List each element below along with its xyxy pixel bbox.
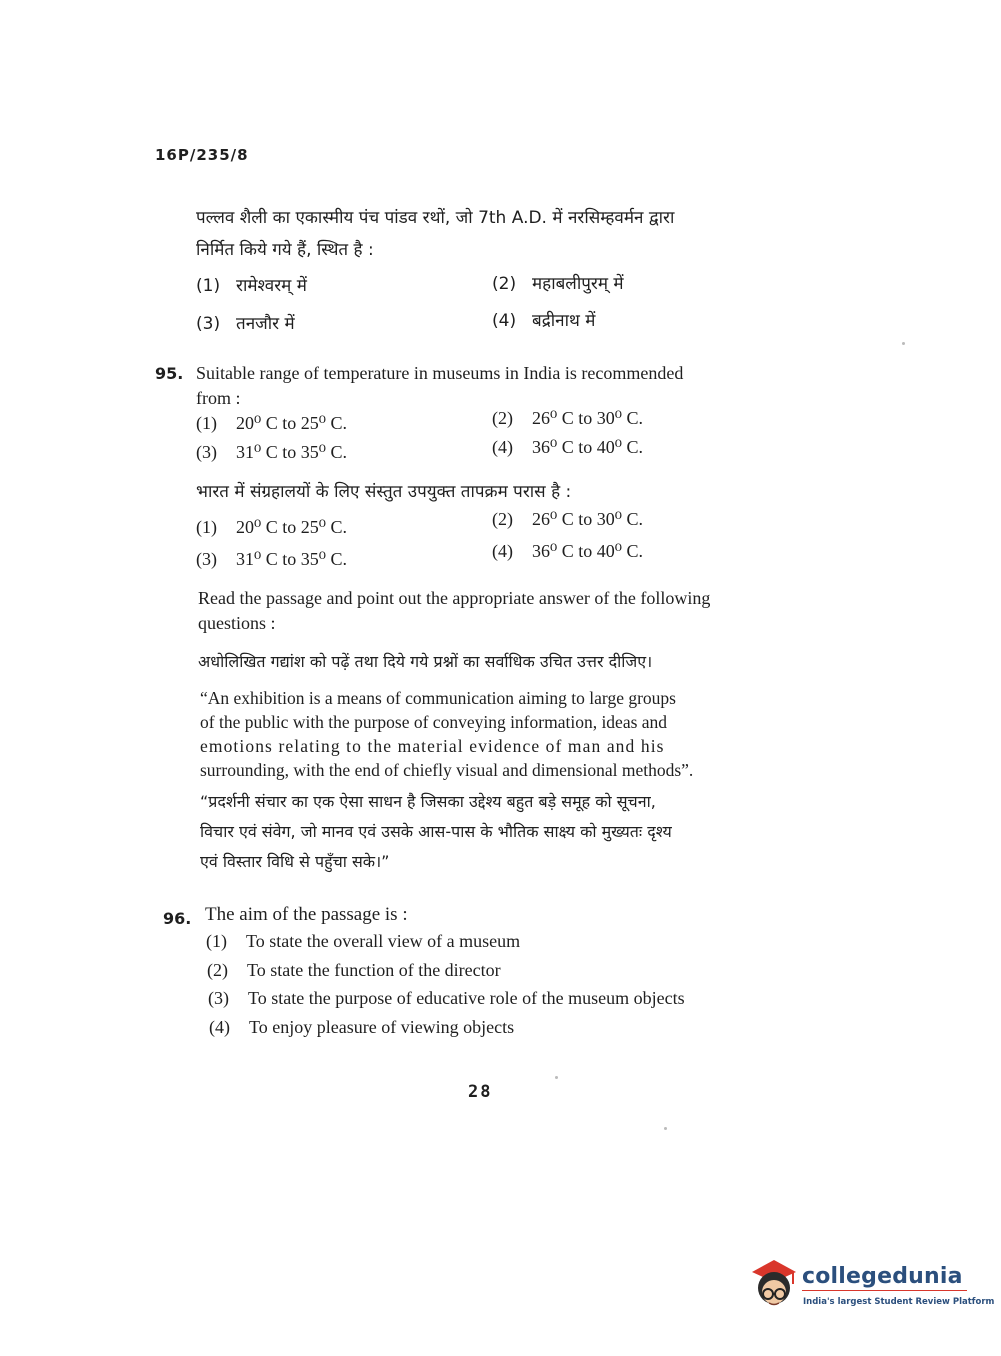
option-number: (2): [207, 960, 228, 980]
passage-hindi-line3: एवं विस्तार विधि से पहुँचा सके।”: [200, 852, 390, 871]
option-number: (1): [196, 517, 217, 537]
option-text: 20⁰ C to 25⁰ C.: [236, 517, 347, 537]
q96-option-3: [208, 988, 685, 1009]
option-text: 26⁰ C to 30⁰ C.: [532, 509, 643, 529]
q94-option-2: [492, 268, 624, 300]
logo-tagline: India's largest Student Review Platform: [803, 1297, 995, 1307]
option-text: 31⁰ C to 35⁰ C.: [236, 442, 347, 462]
option-number: (1): [196, 413, 217, 433]
q95-option-1: [196, 413, 347, 434]
scan-speck: [555, 1076, 558, 1079]
passage-instruction-hindi: अधोलिखित गद्यांश को पढ़ें तथा दिये गये प्रश्नों का सर्वाधिक उचित उत्तर दीजिए।: [198, 652, 653, 671]
option-number: (3): [196, 314, 221, 334]
passage-hindi-line2: विचार एवं संवेग, जो मानव एवं उसके आस-पास के भौतिक साक्ष्य को मुख्यतः दृश्य: [200, 822, 672, 841]
q94-option-4: [492, 305, 595, 337]
passage-english-line2: of the public with the purpose of conveying information, ideas and: [200, 712, 668, 732]
q95-stem-line1: Suitable range of temperature in museums in India is recommended: [196, 363, 684, 383]
passage-hindi-line1: “प्रदर्शनी संचार का एक ऐसा साधन है जिसका उद्देश्य बहुत बड़े समूह को सूचना,: [200, 792, 656, 811]
option-text: To state the purpose of educative role of the museum objects: [248, 988, 685, 1008]
option-number: (2): [492, 509, 513, 529]
option-number: (3): [196, 442, 217, 462]
option-text: 36⁰ C to 40⁰ C.: [532, 541, 643, 561]
q94-stem-line1: पल्लव शैली का एकास्मीय पंच पांडव रथों, जो 7th A.D. में नरसिम्हवर्मन द्वारा: [196, 208, 675, 228]
q94-stem-line2: निर्मित किये गये हैं, स्थित है :: [196, 240, 374, 260]
mascot-icon: [752, 1260, 796, 1305]
option-text: 20⁰ C to 25⁰ C.: [236, 413, 347, 433]
passage-instruction-line1: Read the passage and point out the appropriate answer of the following: [198, 588, 711, 608]
option-text: 31⁰ C to 35⁰ C.: [236, 549, 347, 569]
option-number: (4): [492, 541, 513, 561]
option-text: रामेश्वरम् में: [236, 276, 307, 296]
passage-english: [200, 686, 785, 782]
scan-speck: [664, 1127, 667, 1130]
option-number: (1): [196, 276, 221, 296]
option-number: (1): [206, 931, 227, 951]
option-text: 36⁰ C to 40⁰ C.: [532, 437, 643, 457]
q95-hindi-option-2: [492, 509, 643, 530]
passage-instruction-line2: questions :: [198, 613, 276, 633]
option-text: To state the overall view of a museum: [246, 931, 521, 951]
logo-brand-name: collegedunia: [802, 1264, 963, 1289]
q96-option-2: [207, 960, 501, 981]
q94-option-1: [196, 270, 307, 302]
option-text: 26⁰ C to 30⁰ C.: [532, 408, 643, 428]
option-number: (2): [492, 408, 513, 428]
option-text: बद्रीनाथ में: [532, 311, 596, 331]
q95-hindi-option-4: [492, 541, 643, 562]
q95-stem-line2: from :: [196, 388, 241, 408]
q94-option-3: [196, 308, 295, 340]
option-number: (3): [208, 988, 229, 1008]
passage-english-line3: emotions relating to the material evidence of man and his: [200, 736, 665, 756]
option-number: (4): [492, 311, 517, 331]
q96-option-4: [209, 1017, 514, 1038]
q96-number: 96.: [163, 909, 192, 928]
q96-option-1: [206, 931, 520, 952]
option-text: महाबलीपुरम् में: [532, 274, 624, 294]
option-number: (3): [196, 549, 217, 569]
q95-number: 95.: [155, 364, 184, 383]
option-text: To state the function of the director: [247, 960, 501, 980]
q95-option-3: [196, 442, 347, 463]
paper-code: 16P/235/8: [155, 146, 249, 164]
q95-option-4: [492, 437, 643, 458]
option-text: To enjoy pleasure of viewing objects: [249, 1017, 515, 1037]
scan-speck: [902, 342, 905, 345]
q95-stem-hindi: भारत में संग्रहालयों के लिए संस्तुत उपयुक्त तापक्रम परास है :: [196, 482, 572, 502]
option-number: (2): [492, 274, 517, 294]
q95-hindi-option-1: [196, 517, 347, 538]
q96-stem: The aim of the passage is :: [205, 904, 408, 925]
passage-english-line4: surrounding, with the end of chiefly visual and dimensional methods”.: [200, 760, 694, 780]
option-number: (4): [209, 1017, 230, 1037]
option-text: तनजौर में: [236, 314, 295, 334]
page-number: 28: [468, 1082, 493, 1102]
option-number: (4): [492, 437, 513, 457]
q95-hindi-option-3: [196, 549, 347, 570]
passage-english-line1: “An exhibition is a means of communication aiming to large groups: [200, 688, 676, 708]
q95-option-2: [492, 408, 643, 429]
